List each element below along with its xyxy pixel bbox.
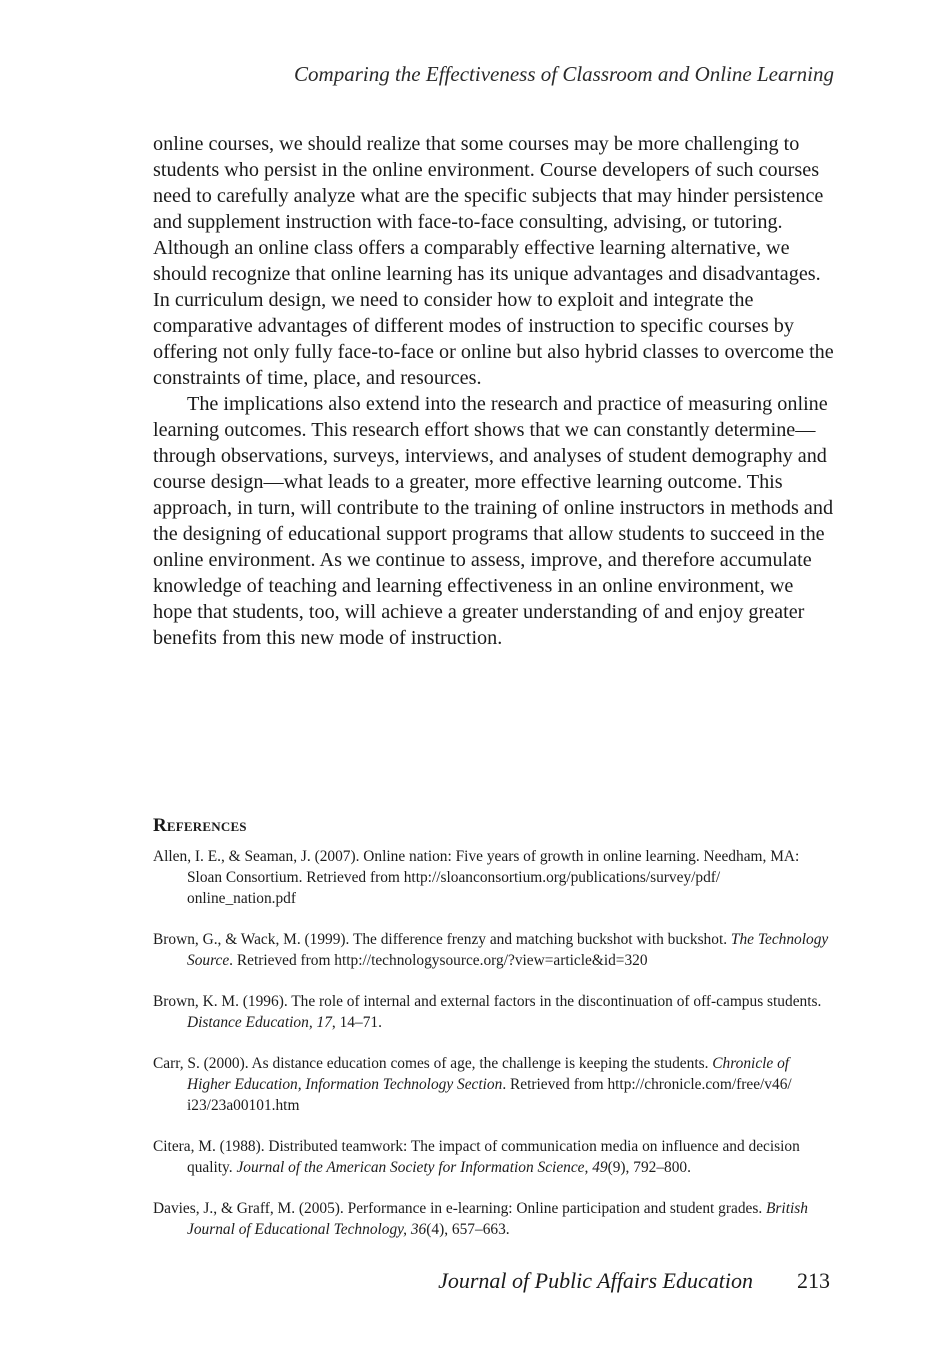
paragraph-2: The implications also extend into the research and practice of measuring online learning outcomes. This research effort shows that we can constantly determine—through observations, surveys, interviews, and analyses of student demography and course design—what leads to a greater, more effective learning outcome. This approach, in turn, will contribute to the training of online instructors in methods and the designing of educational support programs that allow students to succeed in the online environment. As we continue to assess, improve, and therefore accumulate knowledge of teaching and learning effectiveness in an online environment, we hope that students, too, will achieve a greater understanding of and enjoy greater benefits from this new mode of instruction. (153, 393, 834, 649)
reference-item (153, 991, 829, 1033)
reference-source: The Technology Source (187, 931, 829, 969)
reference-details: , 14–71. (331, 1014, 382, 1031)
reference-details: (9), 792–800. (607, 1159, 691, 1176)
reference-item (153, 929, 829, 971)
page-footer (438, 1268, 830, 1294)
reference-item (153, 846, 829, 909)
reference-item (153, 1136, 829, 1178)
reference-text: Brown, G., & Wack, M. (1999). The difference frenzy and matching buckshot with buckshot. (153, 931, 731, 948)
running-head-title: Comparing the Effectiveness of Classroom and Online Learning (294, 62, 834, 86)
reference-text: Davies, J., & Graff, M. (2005). Performance in e-learning: Online participation and student grades. (153, 1200, 767, 1217)
reference-text: Brown, K. M. (1996). The role of internal and external factors in the discontinuation of off-campus students. (153, 993, 822, 1010)
reference-text: Carr, S. (2000). As distance education comes of age, the challenge is keeping the students. (153, 1055, 713, 1072)
footer-journal-title: Journal of Public Affairs Education (438, 1268, 753, 1293)
reference-item (153, 1198, 829, 1240)
body-text (153, 131, 835, 651)
reference-text: Allen, I. E., & Seaman, J. (2007). Online nation: Five years of growth in online learning. Needham, MA: Sloan Consortium. Retrieved from http://sloanconsortium.org/publications/survey/pdf/ online_nation.pdf (153, 848, 800, 907)
references-heading: References (153, 815, 247, 836)
reference-details: . Retrieved from http://technologysource.org/?view=article&id=320 (229, 952, 648, 969)
paragraph-1: online courses, we should realize that some courses may be more challenging to students who persist in the online environment. Course developers of such courses need to carefully analyze what are the specific subjects that may hinder persistence and supplement instruction with face-to-face consulting, advising, or tutoring. Although an online class offers a comparably effective learning alternative, we should recognize that online learning has its unique advantages and disadvantages. In curriculum design, we need to consider how to exploit and integrate the comparative advantages of different modes of instruction to specific courses by offering not only fully face-to-face or online but also hybrid classes to overcome the constraints of time, place, and resources. (153, 133, 834, 389)
page-number: 213 (797, 1268, 830, 1293)
reference-details: (4), 657–663. (426, 1221, 510, 1238)
reference-item (153, 1053, 829, 1116)
reference-source: British Journal of Educational Technology, 36 (187, 1200, 808, 1238)
reference-source: Journal of the American Society for Information Science, 49 (236, 1159, 608, 1176)
reference-source: Distance Education, 17 (187, 1014, 332, 1031)
references-list (153, 846, 829, 1260)
reference-source: Chronicle of Higher Education, Information Technology Section (187, 1055, 790, 1093)
reference-text: Citera, M. (1988). Distributed teamwork: The impact of communication media on influence and decision quality. (153, 1138, 800, 1176)
reference-details: . Retrieved from http://chronicle.com/free/v46/ i23/23a00101.htm (187, 1076, 792, 1114)
